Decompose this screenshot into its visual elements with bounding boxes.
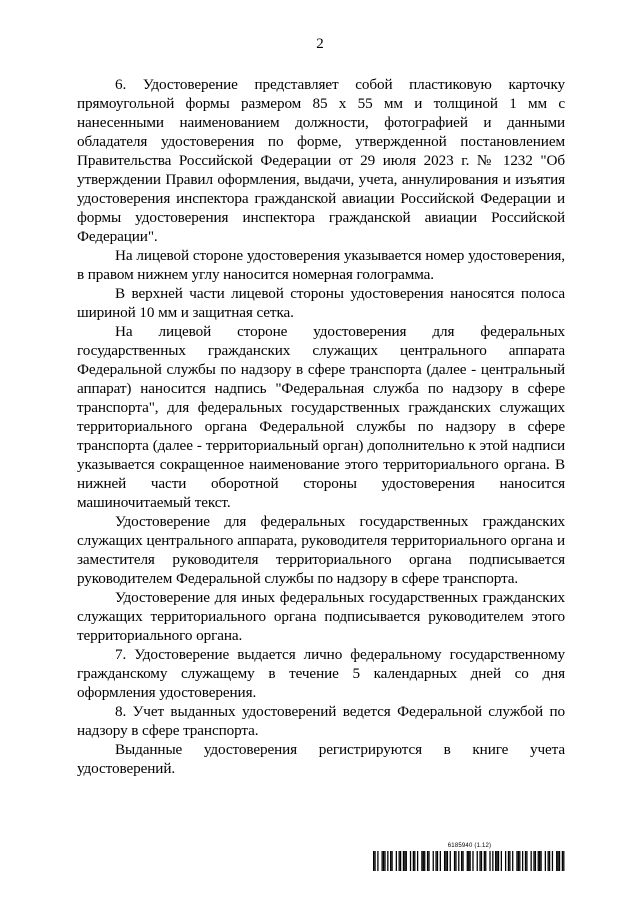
barcode-bar [512,851,513,871]
barcode-bar [445,851,446,871]
barcode-bar [390,851,391,871]
barcode-bar [495,851,496,871]
barcode-bar [535,851,536,871]
paragraph-signing-central: Удостоверение для федеральных государственных гражданских служащих центрального аппарата, руководителя территориального органа и заместителя руководителя территориального органа подписывается руководителем Федеральной службы по надзору в сфере транспорта. [77,513,565,587]
barcode-bar [435,851,436,871]
barcode-bar [498,851,499,871]
barcode-bar [400,851,401,871]
paragraph-item-6-card-description: 6. Удостоверение представляет собой пластиковую карточку прямоугольной формы размером 85 х 55 мм и толщиной 1 мм с нанесенными наименованием должности, фотографией и данными обладателя удостоверения по форме, утвержденной постановлением Правительства Российской Федерации от 29 июля 2023 г. № 1232 "Об утверждении Правил оформления, выдачи, учета, аннулирования и изъятия удостоверения инспектора гражданской авиации Российской Федерации и формы удостоверения инспектора гражданской авиации Российской Федерации". [77,76,565,245]
page-number: 2 [316,36,324,52]
barcode-bars [373,851,566,871]
barcode-bar [538,851,539,871]
barcode-bar [461,851,462,871]
barcode-bar [479,851,480,871]
barcode-bar [462,851,463,871]
barcode-bar [391,851,392,871]
barcode-bar [501,851,502,871]
barcode-bar [563,851,564,871]
barcode-bar [552,851,553,871]
barcode [373,843,566,871]
barcode-bar [399,851,400,871]
barcode-bar [472,851,473,871]
barcode-bar [505,851,506,871]
barcode-caption: 6185940 (1.12) [447,843,492,849]
barcode-bar [423,851,424,871]
barcode-bar [522,851,523,871]
barcode-bar [557,851,558,871]
barcode-bar [444,851,445,871]
barcode-bar [404,851,405,871]
barcode-bar [377,851,378,871]
paragraph-front-side-inscription: На лицевой стороне удостоверения для федеральных государственных гражданских служащих центрального аппарата Федеральной службы по надзору в сфере транспорта (далее - центральный аппарат) наносится надпись "Федеральная служба по надзору в сфере транспорта", для федеральных государственных гражданских служащих территориального органа Федеральной службы по надзору в сфере транспорта (далее - территориальный орган) дополнительно к этой надписи указывается сокращенное наименование этого территориального органа. В нижней части оборотной стороны удостоверения наносится машиночитаемый текст. [77,323,565,511]
barcode-bar [539,851,540,871]
barcode-bar [468,851,469,871]
barcode-bar [396,851,397,871]
paragraph-item-8-accounting: 8. Учет выданных удостоверений ведется Федеральной службой по надзору в сфере транспорта. [77,703,565,739]
barcode-bar [387,851,388,871]
barcode-bar [549,851,550,871]
barcode-bar [417,851,418,871]
barcode-bar [455,851,456,871]
barcode-bar [414,851,415,871]
barcode-bar [458,851,459,871]
barcode-bar [403,851,404,871]
paragraph-front-side-number: На лицевой стороне удостоверения указывается номер удостоверения, в правом нижнем углу наносится номерная голограмма. [77,247,565,283]
barcode-bar [384,851,385,871]
barcode-bar [421,851,422,871]
barcode-bar [454,851,455,871]
barcode-bar [481,851,482,871]
barcode-bar [477,851,478,871]
barcode-bar [450,851,451,871]
barcode-bar [413,851,414,871]
barcode-bar [406,851,407,871]
barcode-bar [519,851,520,871]
barcode-bar [470,851,471,871]
barcode-bar [485,851,486,871]
barcode-bar [433,851,434,871]
document-body [77,75,565,778]
barcode-bar [489,851,490,871]
barcode-bar [496,851,497,871]
barcode-bar [467,851,468,871]
barcode-bar [508,851,509,871]
barcode-bar [545,851,546,871]
barcode-bar [374,851,375,871]
paragraph-top-stripe: В верхней части лицевой стороны удостоверения наносятся полоса шириной 10 мм и защитная сетка. [77,285,565,321]
barcode-bar [533,851,534,871]
barcode-bar [373,851,374,871]
barcode-bar [484,851,485,871]
barcode-bar [382,851,383,871]
barcode-bar [518,851,519,871]
barcode-bar [428,851,429,871]
barcode-bar [492,851,493,871]
barcode-bar [410,851,411,871]
barcode-bar [437,851,438,871]
barcode-bar [531,851,532,871]
paragraph-item-7-issuance: 7. Удостоверение выдается лично федеральному государственному гражданскому служащему в течение 5 календарных дней со дня оформления удостоверения. [77,646,565,701]
barcode-bar [540,851,541,871]
barcode-bar [559,851,560,871]
barcode-bar [525,851,526,871]
barcode-bar [548,851,549,871]
barcode-bar [427,851,428,871]
barcode-bar [562,851,563,871]
paragraph-signing-territorial: Удостоверение для иных федеральных государственных гражданских служащих территориального органа подписывается руководителем этого территориального органа. [77,589,565,644]
barcode-bar [526,851,527,871]
barcode-bar [447,851,448,871]
barcode-bar [440,851,441,871]
barcode-bar [509,851,510,871]
barcode-bar [424,851,425,871]
barcode-bar [556,851,557,871]
barcode-bar [383,851,384,871]
barcode-bar [516,851,517,871]
paragraph-registration-book: Выданные удостоверения регистрируются в книге учета удостоверений. [77,741,565,777]
